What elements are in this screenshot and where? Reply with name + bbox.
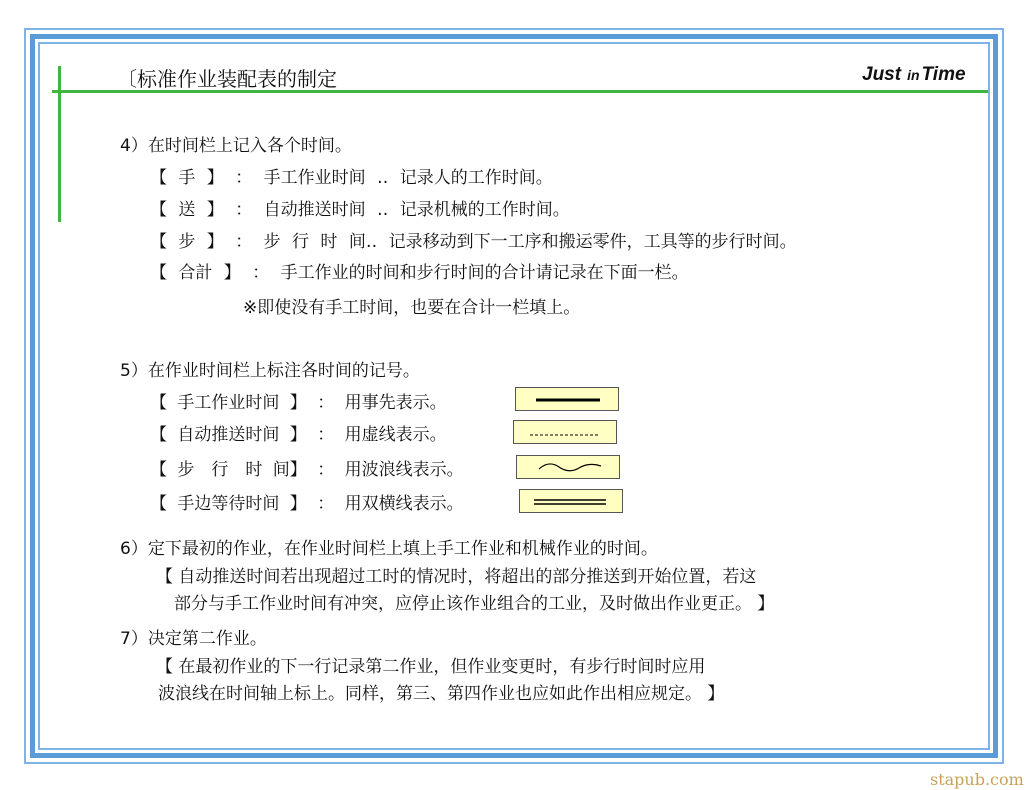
- legend-sample-dashed: [513, 420, 617, 444]
- section7-heading: 7）决定第二作业。: [120, 629, 267, 649]
- legend-label-waiting: 【 手边等待时间 】 ： 用双横线表示。: [150, 494, 464, 514]
- section6-heading: 6）定下最初的作业，在作业时间栏上填上手工作业和机械作业的时间。: [120, 539, 658, 559]
- section4-row-walk: 【 步 】 ： 步 行 时 间‥ 记录移动到下一工序和搬运零件，工具等的步行时间。: [150, 232, 797, 252]
- section4-row-hand: 【 手 】 ： 手工作业时间 ‥ 记录人的工作时间。: [150, 168, 553, 188]
- section4-row-auto: 【 送 】 ： 自动推送时间 ‥ 记录机械的工作时间。: [150, 200, 570, 220]
- brand-time: Time: [921, 64, 966, 85]
- section5-heading: 5）在作业时间栏上标注各时间的记号。: [120, 361, 420, 381]
- page-title: 〔标准作业装配表的制定: [117, 67, 337, 91]
- solid-line-icon: [516, 388, 620, 412]
- dashed-line-icon: [514, 421, 618, 445]
- brand-in: in: [907, 67, 920, 83]
- legend-sample-solid: [515, 387, 619, 411]
- section6-line1: 【 自动推送时间若出现超过工时的情况时，将超出的部分推送到开始位置，若这: [156, 567, 757, 587]
- section7-line1: 【 在最初作业的下一行记录第二作业，但作业变更时，有步行时间时应用: [156, 657, 706, 677]
- section4-row-total: 【 合計 】 ： 手工作业的时间和步行时间的合计请记录在下面一栏。: [150, 263, 689, 283]
- legend-label-auto: 【 自动推送时间 】 ： 用虚线表示。: [150, 425, 447, 445]
- double-line-icon: [520, 490, 624, 514]
- section6-line2: 部分与手工作业时间有冲突，应停止该作业组合的工业，及时做出作业更正。 】: [174, 594, 775, 614]
- watermark: stapub.com: [930, 770, 1024, 789]
- legend-sample-wavy: [516, 455, 620, 479]
- brand-logo: [862, 64, 966, 86]
- section7-line2: 波浪线在时间轴上标上。同样，第三、第四作业也应如此作出相应规定。 】: [158, 684, 725, 704]
- header-accent-bar: [58, 66, 61, 222]
- legend-label-walking: 【 步 行 时 间】 ： 用波浪线表示。: [150, 460, 464, 480]
- brand-just: Just: [862, 64, 902, 85]
- section4-heading: 4）在时间栏上记入各个时间。: [120, 136, 352, 156]
- section4-note: ※即使没有手工时间，也要在合计一栏填上。: [243, 298, 581, 318]
- wavy-line-icon: [517, 456, 621, 480]
- legend-label-manual: 【 手工作业时间 】 ： 用事先表示。: [150, 393, 447, 413]
- legend-sample-double: [519, 489, 623, 513]
